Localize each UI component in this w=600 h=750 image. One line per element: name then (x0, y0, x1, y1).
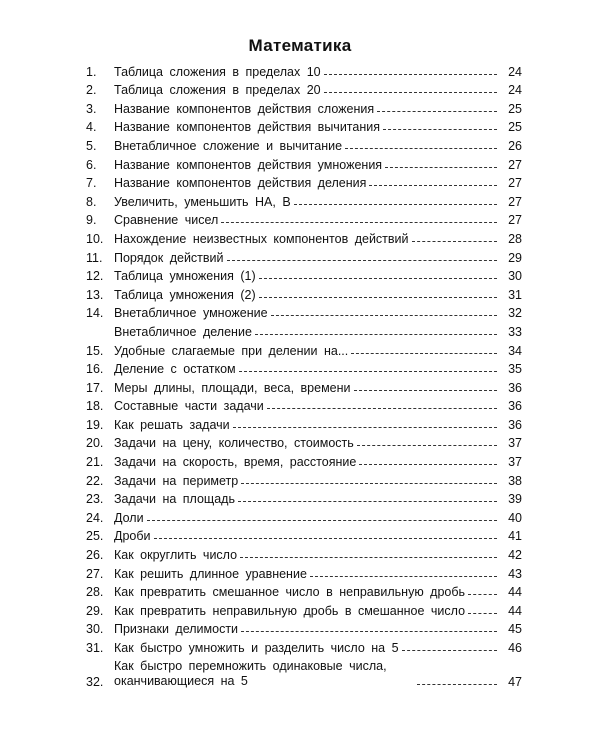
toc-item[interactable] (82, 283, 522, 302)
toc-item-title: Порядок действий (114, 250, 224, 265)
toc-item[interactable] (82, 488, 522, 507)
toc-item-page: 42 (508, 548, 522, 563)
toc-item[interactable] (82, 97, 522, 116)
toc-item-title: Как превратить смешанное число в неправильную дробь (114, 585, 466, 600)
toc-item-title: Признаки делимости (114, 622, 239, 637)
toc-item-number: 15. (86, 343, 104, 358)
toc-item[interactable] (82, 358, 522, 377)
toc-item-title: Деление с остатком (114, 362, 236, 377)
toc-dot-leader (412, 241, 497, 242)
toc-dot-leader (351, 353, 497, 354)
toc-item-number: 31. (86, 641, 104, 655)
toc-item[interactable] (82, 302, 522, 321)
toc-item-number: 16. (86, 362, 104, 377)
toc-item-title: Таблица умножения (2) (114, 287, 256, 302)
toc-item[interactable] (82, 172, 522, 191)
toc-item-page: 25 (508, 120, 522, 135)
toc-dot-leader (221, 222, 497, 223)
toc-item[interactable] (82, 134, 522, 153)
toc-item[interactable] (82, 562, 522, 581)
toc-item[interactable] (82, 413, 522, 432)
toc-item[interactable] (82, 227, 522, 246)
toc-dot-leader (259, 278, 497, 279)
toc-item-page: 27 (508, 176, 522, 191)
toc-item[interactable] (82, 395, 522, 414)
toc-dot-leader (310, 576, 497, 577)
toc-dot-leader (267, 408, 497, 409)
toc-item-page: 31 (508, 287, 522, 302)
toc-item-title: Нахождение неизвестных компонентов действий (114, 231, 409, 246)
toc-item-title: Название компонентов действия вычитания (114, 120, 380, 135)
toc-item-page: 28 (508, 231, 522, 246)
toc-item-title: Название компонентов действия умножения (114, 157, 383, 172)
toc-item[interactable] (82, 339, 522, 358)
toc-item-number: 28. (86, 585, 104, 600)
toc-item-page: 27 (508, 157, 522, 172)
toc-item-title: Меры длины, площади, веса, времени (114, 380, 351, 395)
toc-item-page: 36 (508, 399, 522, 414)
toc-item[interactable] (82, 618, 522, 637)
toc-item-title: Как быстро умножить и разделить число на 5 (114, 641, 399, 655)
toc-item[interactable] (82, 320, 522, 339)
toc-dot-leader (357, 445, 497, 446)
toc-item-page: 27 (508, 194, 522, 209)
toc-dot-leader (359, 464, 497, 465)
toc-dot-leader (255, 334, 497, 335)
toc-item-title: Задачи на скорость, время, расстояние (114, 455, 357, 470)
toc-item-page: 40 (508, 510, 522, 525)
toc-item-page: 46 (508, 641, 522, 655)
toc-dot-leader (227, 260, 497, 261)
toc-item[interactable] (82, 599, 522, 618)
toc-item-page: 27 (508, 213, 522, 228)
toc-item-number: 22. (86, 473, 104, 488)
toc-dot-leader (239, 371, 497, 372)
toc-item-title: Сравнение чисел (114, 213, 219, 228)
toc-item-page: 38 (508, 473, 522, 488)
toc-item-number: 26. (86, 548, 104, 563)
toc-dot-leader (324, 92, 497, 93)
toc-item[interactable] (82, 655, 522, 689)
toc-item-number: 19. (86, 417, 104, 432)
toc-item-page: 25 (508, 101, 522, 116)
toc-item-page: 30 (508, 269, 522, 284)
toc-item[interactable] (82, 190, 522, 209)
toc-dot-leader (233, 427, 497, 428)
toc-dot-leader (294, 204, 497, 205)
toc-item-title: Увеличить, уменьшить НА, В (114, 194, 291, 209)
toc-item-page: 36 (508, 380, 522, 395)
toc-item-title: Как быстро перемножить одинаковые числа, оканчивающиеся на 5 (114, 659, 387, 688)
toc-dot-leader (324, 74, 497, 75)
toc-item-number: 1. (86, 64, 97, 79)
table-of-contents (82, 60, 522, 689)
toc-item-title: Внетабличное умножение (114, 306, 268, 321)
toc-item-page: 44 (508, 603, 522, 618)
toc-item-page: 35 (508, 362, 522, 377)
toc-item[interactable] (82, 450, 522, 469)
toc-item-title: Удобные слагаемые при делении на... (114, 343, 349, 358)
toc-dot-leader (383, 129, 497, 130)
page-title: Математика (248, 36, 352, 55)
toc-item[interactable] (82, 525, 522, 544)
toc-item[interactable] (82, 432, 522, 451)
toc-item-number: 27. (86, 566, 104, 581)
toc-item-title: Таблица сложения в пределах 10 (114, 64, 321, 79)
toc-item[interactable] (82, 116, 522, 135)
toc-dot-leader (402, 650, 497, 651)
toc-item-number: 9. (86, 213, 97, 228)
toc-dot-leader (240, 557, 497, 558)
toc-item-title: Таблица умножения (1) (114, 269, 256, 284)
toc-item-number: 5. (86, 138, 97, 153)
toc-item-number: 6. (86, 157, 97, 172)
toc-dot-leader (241, 483, 497, 484)
toc-item-title: Как округлить число (114, 548, 238, 563)
toc-item-title: Как превратить неправильную дробь в смешанное число (114, 603, 466, 618)
toc-item[interactable] (82, 79, 522, 98)
toc-item-title: Составные части задачи (114, 399, 264, 414)
toc-item-number: 21. (86, 455, 104, 470)
toc-item-page: 36 (508, 417, 522, 432)
toc-item-page: 33 (508, 324, 522, 339)
toc-item-page: 45 (508, 622, 522, 637)
toc-item-title: Как решать задачи (114, 417, 230, 432)
toc-dot-leader (259, 297, 497, 298)
toc-item-number: 23. (86, 492, 104, 507)
toc-item[interactable] (82, 469, 522, 488)
toc-item-page: 43 (508, 566, 522, 581)
toc-item-title: Внетабличное сложение и вычитание (114, 138, 343, 153)
toc-item[interactable] (82, 506, 522, 525)
toc-item-title: Внетабличное деление (114, 324, 252, 339)
toc-item-page: 32 (508, 306, 522, 321)
toc-item-title: Задачи на цену, количество, стоимость (114, 436, 354, 451)
toc-item[interactable] (82, 265, 522, 284)
toc-item[interactable] (82, 543, 522, 562)
toc-dot-leader (238, 501, 497, 502)
toc-item-number: 11. (86, 250, 103, 265)
toc-item-page: 37 (508, 436, 522, 451)
toc-dot-leader (385, 167, 497, 168)
toc-dot-leader (468, 613, 497, 614)
toc-item-page: 41 (508, 529, 522, 544)
toc-item[interactable] (82, 60, 522, 79)
toc-dot-leader (354, 390, 497, 391)
toc-item-page: 39 (508, 492, 522, 507)
toc-item-number: 4. (86, 120, 97, 135)
toc-dot-leader (377, 111, 497, 112)
toc-dot-leader (345, 148, 497, 149)
toc-item-title: Название компонентов действия деления (114, 176, 367, 191)
toc-item-number: 8. (86, 194, 97, 209)
toc-item-number: 30. (86, 622, 104, 637)
toc-item-title: Задачи на периметр (114, 473, 239, 488)
toc-item-number: 13. (86, 287, 104, 302)
toc-item[interactable] (82, 246, 522, 265)
toc-dot-leader (369, 185, 497, 186)
toc-item-number: 12. (86, 269, 104, 284)
toc-item[interactable] (82, 153, 522, 172)
toc-item-number: 3. (86, 101, 97, 116)
toc-item-page: 24 (508, 64, 522, 79)
toc-dot-leader (154, 538, 497, 539)
toc-item-number: 14. (86, 306, 104, 321)
toc-dot-leader (241, 631, 497, 632)
toc-item-page: 47 (508, 675, 522, 689)
toc-dot-leader (271, 315, 497, 316)
toc-item-title: Задачи на площадь (114, 492, 235, 507)
toc-item-title: Название компонентов действия сложения (114, 101, 375, 116)
toc-item-page: 29 (508, 250, 522, 265)
toc-item-title: Как решить длинное уравнение (114, 566, 307, 581)
toc-item-number: 29. (86, 603, 104, 618)
toc-item-number: 24. (86, 510, 104, 525)
toc-item[interactable] (82, 209, 522, 228)
toc-item-page: 24 (508, 83, 522, 98)
toc-item-number: 20. (86, 436, 104, 451)
toc-item-page: 44 (508, 585, 522, 600)
toc-item-title: Дроби (114, 529, 151, 544)
toc-item[interactable] (82, 636, 522, 655)
toc-item-title: Доли (114, 510, 144, 525)
toc-item-title: Таблица сложения в пределах 20 (114, 83, 321, 98)
toc-item-number: 18. (86, 399, 104, 414)
toc-dot-leader (147, 520, 497, 521)
toc-item-page: 26 (508, 138, 522, 153)
toc-dot-leader (417, 684, 497, 685)
toc-dot-leader (468, 594, 497, 595)
toc-item-number: 2. (86, 83, 97, 98)
toc-item-number: 32. (86, 675, 104, 689)
toc-item-number: 10. (86, 231, 104, 246)
toc-item-page: 37 (508, 455, 522, 470)
toc-item-page: 34 (508, 343, 522, 358)
toc-item[interactable] (82, 581, 522, 600)
toc-item[interactable] (82, 376, 522, 395)
toc-item-number: 7. (86, 176, 97, 191)
toc-item-number: 17. (86, 380, 104, 395)
toc-item-number: 25. (86, 529, 104, 544)
